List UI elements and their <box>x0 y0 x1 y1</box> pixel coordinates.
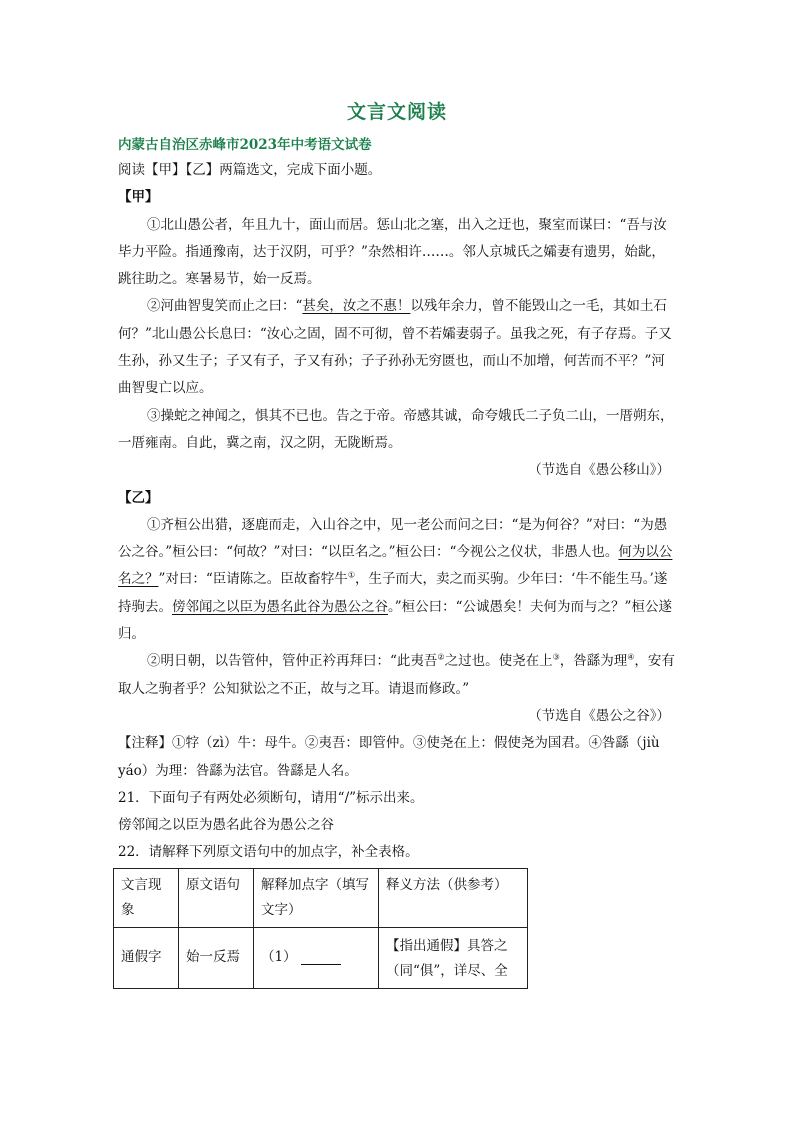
table-cell: 通假字 <box>114 928 179 989</box>
table-cell: 【指出通假】具答之（同“俱”，详尽、全 <box>379 928 528 989</box>
header-cell: 释义方法（供参考） <box>379 869 528 928</box>
section-jia-header: 【甲】 <box>118 189 159 206</box>
text-segment: 以残年余力，曾不能毁山之一毛，其如土石何？”北山愚公长息曰：“汝心之固，固不可彻，曾不若孀妻弱子。虽我之死，有子存焉。子又生孙，孙又生子；子又有子，子又有孙；子子孙孙无穷匮也，而山不加增，何苦而不平？”河曲智叟亡以应。 <box>118 298 672 397</box>
question-21-sentence: 傍邻闻之以臣为愚名此谷为愚公之谷 <box>118 817 334 834</box>
text-segment: ，安有取人之驹者乎？公知狱讼之不正，故与之耳。请退而修政。” <box>118 653 675 697</box>
text-segment: ，生子而大，卖之而买驹。少年曰：‘牛不能生马。’遂持驹去。 <box>118 571 668 615</box>
document-body <box>118 157 678 867</box>
header-cell: 解释加点字（填写文字） <box>254 869 379 928</box>
underlined-sentence: 傍邻闻之以臣为愚名此谷为愚公之谷 <box>172 598 388 615</box>
answer-blank[interactable] <box>301 950 341 965</box>
text-segment: 之过也。使尧在上 <box>444 653 553 670</box>
jia-citation: （节选自《愚公移山》） <box>528 462 670 479</box>
table-row <box>114 928 528 989</box>
annotation-notes: 【注释】①牸（zì）牛：母牛。②夷吾：即管仲。③使尧在上：假使尧为国君。④咎繇（jiù yáo）为理：咎繇为法官。咎繇是人名。 <box>118 735 660 779</box>
text-segment: ②河曲智叟笑而止之曰：“ <box>147 298 303 315</box>
question-21-stem: 21．下面句子有两处必须断句，请用“/”标示出来。 <box>118 789 424 806</box>
jia-paragraph-3: ③操蛇之神闻之，惧其不已也。告之于帝。帝感其诚，命夸娥氏二子负二山，一厝朔东，一厝雍南。自此，冀之南，汉之阴，无陇断焉。 <box>118 407 674 451</box>
footnote-marker: ② <box>437 652 445 662</box>
footnote-marker: ④ <box>627 652 635 662</box>
question-22-stem: 22．请解释下列原文语句中的加点字，补全表格。 <box>118 844 419 861</box>
jia-paragraph-1: ①北山愚公者，年且九十，面山而居。惩山北之塞，出入之迂也，聚室而谋曰：“吾与汝毕力平险。指通豫南，达于汉阴，可乎？”杂然相许……。邻人京城氏之孀妻有遗男，始龀，跳往助之。寒暑易节，始一反焉。 <box>118 216 667 288</box>
page-title: 文言文阅读 <box>346 101 447 123</box>
text-segment: ②明日朝，以告管仲，管仲正衿再拜曰：“此夷吾 <box>147 653 438 670</box>
underlined-sentence: 何为以公名之？ <box>118 544 673 588</box>
intro-text: 阅读【甲】【乙】两篇选文，完成下面小题。 <box>118 162 382 178</box>
footnote-marker: ③ <box>552 652 560 662</box>
yi-paragraph-2 <box>118 648 678 703</box>
section-yi-header: 【乙】 <box>118 489 159 506</box>
exam-source: 内蒙古自治区赤峰市2023年中考语文试卷 <box>118 137 372 153</box>
footnote-marker: ① <box>347 570 355 580</box>
yi-paragraph-1 <box>118 512 678 648</box>
text-segment: 。”桓公曰：“公诚愚矣！夫何为而与之？”桓公遂归。 <box>118 598 672 643</box>
question-22-table <box>113 868 528 989</box>
header-cell: 文言现象 <box>114 869 179 928</box>
table-cell: 始一反焉 <box>179 928 254 989</box>
answer-number: （1） <box>261 949 297 965</box>
text-segment: ”对曰：“臣请陈之。臣故畜牸牛 <box>158 571 348 588</box>
underlined-sentence: 甚矣，汝之不惠！ <box>302 298 411 315</box>
text-segment: ①齐桓公出猎，逐鹿而走，入山谷之中，见一老公而问之曰：“是为何谷？”对曰：“为愚公之谷。”桓公曰：“何故？”对曰：“以臣名之。”桓公曰：“今视公之仪状，非愚人也。 <box>118 516 668 561</box>
text-segment: ，咎繇为理 <box>559 653 628 670</box>
header-cell: 原文语句 <box>179 869 254 928</box>
yi-citation: （节选自《愚公之谷》） <box>528 707 670 724</box>
answer-cell <box>254 928 379 989</box>
jia-paragraph-2 <box>118 293 678 402</box>
table-header-row <box>114 869 528 928</box>
